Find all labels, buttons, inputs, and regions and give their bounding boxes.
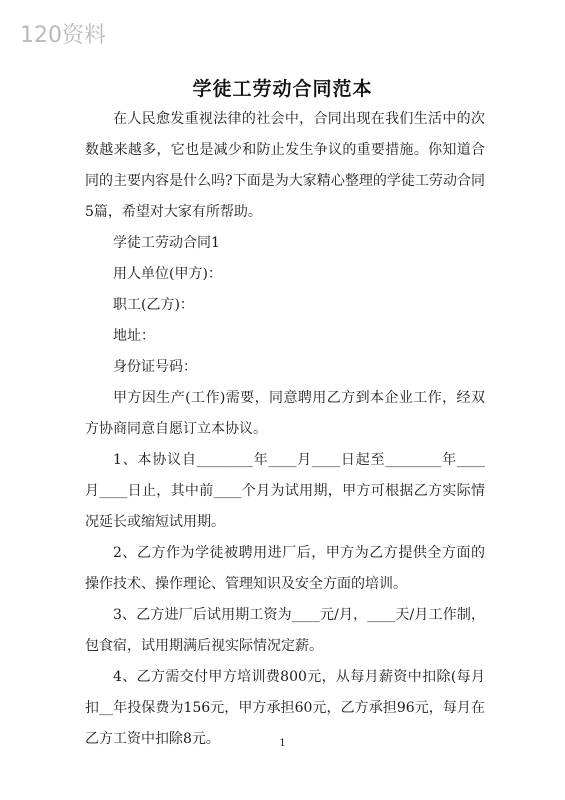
address-field: 地址： <box>113 328 155 344</box>
clause-2: 2、乙方作为学徒被聘用进厂后，甲方为乙方提供全方面的操作技术、操作理论、管理知识及安全方面的培训。 <box>85 545 485 592</box>
document-body <box>85 104 485 755</box>
employer-field: 用人单位(甲方)： <box>113 266 222 282</box>
employee-field: 职工(乙方)： <box>113 297 194 313</box>
agreement-paragraph: 甲方因生产(工作)需要，同意聘用乙方到本企业工作，经双方协商同意自愿订立本协议。 <box>85 390 485 437</box>
clause-4: 4、乙方需交付甲方培训费800元，从每月薪资中扣除(每月扣__年投保费为156元，甲方承担60元，乙方承担96元，每月在乙方工资中扣除8元。 <box>85 669 485 747</box>
watermark-logo: 120资料 <box>20 23 106 48</box>
id-number-field: 身份证号码： <box>113 359 197 375</box>
contract-heading: 学徒工劳动合同1 <box>113 235 220 251</box>
clause-3: 3、乙方进厂后试用期工资为____元/月，____天/月工作制，包食宿，试用期满后视实际情况定薪。 <box>85 607 485 654</box>
document-title: 学徒工劳动合同范本 <box>192 78 373 100</box>
intro-paragraph: 在人民愈发重视法律的社会中，合同出现在我们生活中的次数越来越多，它也是减少和防止发生争议的重要措施。你知道合同的主要内容是什么吗?下面是为大家精心整理的学徒工劳动合同5篇，希望对大家有所帮助。 <box>85 111 485 220</box>
page-number: 1 <box>279 738 286 749</box>
clause-1: 1、本协议自________年____月____日起至________年____月____日止，其中前____个月为试用期，甲方可根据乙方实际情况延长或缩短试用期。 <box>85 452 485 530</box>
